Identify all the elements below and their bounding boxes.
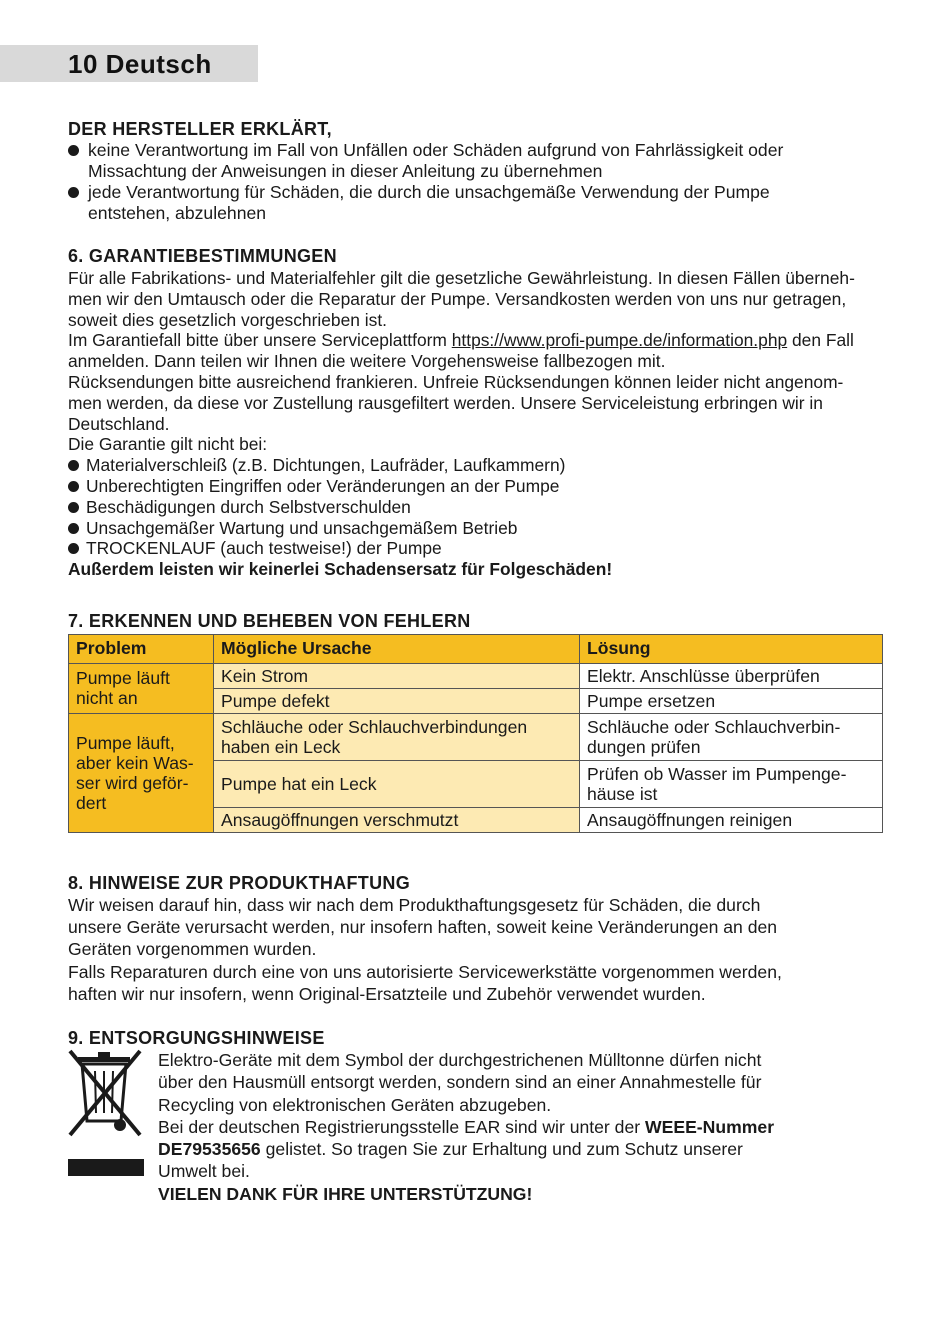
list-item xyxy=(68,455,883,476)
list-item-text: jede Verantwortung für Schäden, die durch die unsachgemäße Verwendung der Pumpe xyxy=(88,182,770,202)
list-item-text: Missachtung der Anweisungen in dieser Anleitung zu übernehmen xyxy=(88,161,603,181)
cell-text: Pumpe läuft, xyxy=(76,732,175,753)
list-item-text: Unsachgemäßer Wartung und unsachgemäßem Betrieb xyxy=(86,517,518,538)
bullet-icon xyxy=(68,187,79,198)
text-line: men werden, da diese vor Zustellung rausgefiltert werden. Unsere Serviceleistung erbringen wir in xyxy=(68,392,823,413)
service-link[interactable]: https://www.profi-pumpe.de/information.php xyxy=(451,330,788,351)
warranty-closing: Außerdem leisten wir keinerlei Schadensersatz für Folgeschäden! xyxy=(68,559,613,580)
cell-text: Ansaugöffnungen reinigen xyxy=(587,809,793,830)
list-item xyxy=(68,476,883,497)
cell-text: haben ein Leck xyxy=(221,736,341,757)
cause-cell xyxy=(214,688,580,713)
disposal-heading: 9. ENTSORGUNGSHINWEISE xyxy=(68,1027,325,1048)
service-line xyxy=(68,330,883,351)
list-item xyxy=(68,538,883,559)
exclusions-list xyxy=(68,455,883,559)
bullet-icon xyxy=(68,481,79,492)
page-header xyxy=(0,45,258,82)
solution-cell xyxy=(580,663,883,688)
text-line: men wir den Umtausch oder die Reparatur der Pumpe. Versandkosten werden von uns nur getragen, xyxy=(68,288,847,309)
troubleshooting-section xyxy=(68,610,883,833)
disposal-section xyxy=(68,1027,883,1205)
cause-cell xyxy=(214,760,580,807)
cell-text: Schläuche oder Schlauchverbin- xyxy=(587,716,841,737)
text-line: unsere Geräte verursacht werden, nur insofern haften, soweit keine Veränderungen an den xyxy=(68,917,778,938)
list-item-text: entstehen, abzulehnen xyxy=(88,203,267,223)
text-line: haften wir nur insofern, wenn Original-Ersatzteile und Zubehör verwendet wurden. xyxy=(68,983,706,1004)
page-title: 10 Deutsch xyxy=(68,49,212,79)
disposal-text xyxy=(158,1049,883,1205)
cell-text: Pumpe läuft xyxy=(76,668,170,689)
cell-text: nicht an xyxy=(76,688,138,709)
text-line: soweit dies gesetzlich vorgeschrieben ist. xyxy=(68,309,387,330)
column-header-solution: Lösung xyxy=(580,634,883,663)
cause-cell xyxy=(214,807,580,832)
column-header-cause: Mögliche Ursache xyxy=(214,634,580,663)
cause-cell xyxy=(214,713,580,760)
warranty-section xyxy=(68,245,883,580)
solution-cell xyxy=(580,688,883,713)
manufacturer-list xyxy=(68,140,883,224)
bullet-icon xyxy=(68,502,79,513)
cell-text: Prüfen ob Wasser im Pumpenge- xyxy=(587,763,847,784)
problem-cell xyxy=(69,663,214,713)
list-item-text: Unberechtigten Eingriffen oder Veränderungen an der Pumpe xyxy=(86,475,560,496)
cell-text: Ansaugöffnungen verschmutzt xyxy=(221,809,459,830)
ear-line xyxy=(158,1138,883,1160)
solution-cell xyxy=(580,713,883,760)
warranty-heading: 6. GARANTIEBESTIMMUNGEN xyxy=(68,246,337,266)
troubleshooting-heading: 7. ERKENNEN UND BEHEBEN VON FEHLERN xyxy=(68,610,471,631)
liability-heading: 8. HINWEISE ZUR PRODUKTHAFTUNG xyxy=(68,872,410,893)
list-item xyxy=(68,140,883,182)
text-line: Die Garantie gilt nicht bei: xyxy=(68,434,268,455)
list-item-text: TROCKENLAUF (auch testweise!) der Pumpe xyxy=(86,538,442,559)
table-header-row xyxy=(69,634,883,663)
cell-text: Pumpe hat ein Leck xyxy=(221,773,377,794)
text-span: Bei der deutschen Registrierungsstelle EAR sind wir unter der xyxy=(158,1116,645,1137)
list-item xyxy=(68,182,883,224)
text-line: Geräten vorgenommen wurden. xyxy=(68,939,317,960)
text-line: Wir weisen darauf hin, dass wir nach dem Produkthaftungsgesetz für Schäden, die durch xyxy=(68,894,761,915)
thanks-line: VIELEN DANK FÜR IHRE UNTERSTÜTZUNG! xyxy=(158,1183,533,1204)
weee-symbol xyxy=(68,1049,144,1184)
cell-text: Elektr. Anschlüsse überprüfen xyxy=(587,665,820,686)
text-line: anmelden. Dann teilen wir Ihnen die weitere Vorgehensweise fallbezogen mit. xyxy=(68,351,666,372)
cell-text: Kein Strom xyxy=(221,665,309,686)
text-line: Falls Reparaturen durch eine von uns autorisierte Servicewerkstätte vorgenommen werden, xyxy=(68,961,782,982)
liability-section xyxy=(68,872,883,1005)
cell-text: Schläuche oder Schlauchverbindungen xyxy=(221,716,528,737)
weee-label: WEEE-Nummer xyxy=(645,1116,775,1137)
column-header-problem: Problem xyxy=(69,634,214,663)
cause-cell xyxy=(214,663,580,688)
text-line: über den Hausmüll entsorgt werden, sondern sind an einer Annahmestelle für xyxy=(158,1072,762,1093)
bullet-icon xyxy=(68,543,79,554)
list-item-text: Materialverschleiß (z.B. Dichtungen, Laufräder, Laufkammern) xyxy=(86,455,566,476)
text-span: den Fall xyxy=(787,330,854,351)
solution-cell xyxy=(580,760,883,807)
cell-text: ser wird geför- xyxy=(76,772,189,793)
table-row xyxy=(69,713,883,760)
manufacturer-section xyxy=(68,118,883,224)
cell-text: Pumpe defekt xyxy=(221,690,330,711)
page-content xyxy=(68,118,883,1205)
list-item xyxy=(68,497,883,518)
bullet-icon xyxy=(68,460,79,471)
text-line: Rücksendungen bitte ausreichend frankieren. Unfreie Rücksendungen können leider nicht angenom- xyxy=(68,371,844,392)
list-item xyxy=(68,518,883,539)
text-span: gelistet. So tragen Sie zur Erhaltung und zum Schutz unserer xyxy=(260,1139,743,1160)
text-line: Recycling von elektronischen Geräten abzugeben. xyxy=(158,1094,552,1115)
solution-cell xyxy=(580,807,883,832)
text-line: Umwelt bei. xyxy=(158,1161,250,1182)
bullet-icon xyxy=(68,145,79,156)
table-row xyxy=(69,663,883,688)
weee-number: DE79535656 xyxy=(158,1139,261,1160)
list-item-text: keine Verantwortung im Fall von Unfällen oder Schäden aufgrund von Fahrlässigkeit oder xyxy=(88,140,784,160)
cell-text: Pumpe ersetzen xyxy=(587,690,716,711)
cell-text: aber kein Was- xyxy=(76,752,194,773)
manufacturer-heading: DER HERSTELLER ERKLÄRT, xyxy=(68,119,332,139)
problem-cell xyxy=(69,713,214,832)
text-line: Elektro-Geräte mit dem Symbol der durchgestrichenen Mülltonne dürfen nicht xyxy=(158,1049,762,1070)
cell-text: häuse ist xyxy=(587,783,658,804)
list-item-text: Beschädigungen durch Selbstverschulden xyxy=(86,496,411,517)
crossed-out-wheelie-bin-icon xyxy=(68,1049,144,1179)
text-span: Im Garantiefall bitte über unsere Serviceplattform xyxy=(68,330,452,351)
bullet-icon xyxy=(68,523,79,534)
cell-text: dungen prüfen xyxy=(587,736,701,757)
text-line: Für alle Fabrikations- und Materialfehler gilt die gesetzliche Gewährleistung. In diesen Fällen überneh- xyxy=(68,268,855,288)
ear-line xyxy=(158,1116,883,1138)
troubleshooting-table xyxy=(68,634,883,833)
text-line: Deutschland. xyxy=(68,413,170,434)
cell-text: dert xyxy=(76,792,107,813)
